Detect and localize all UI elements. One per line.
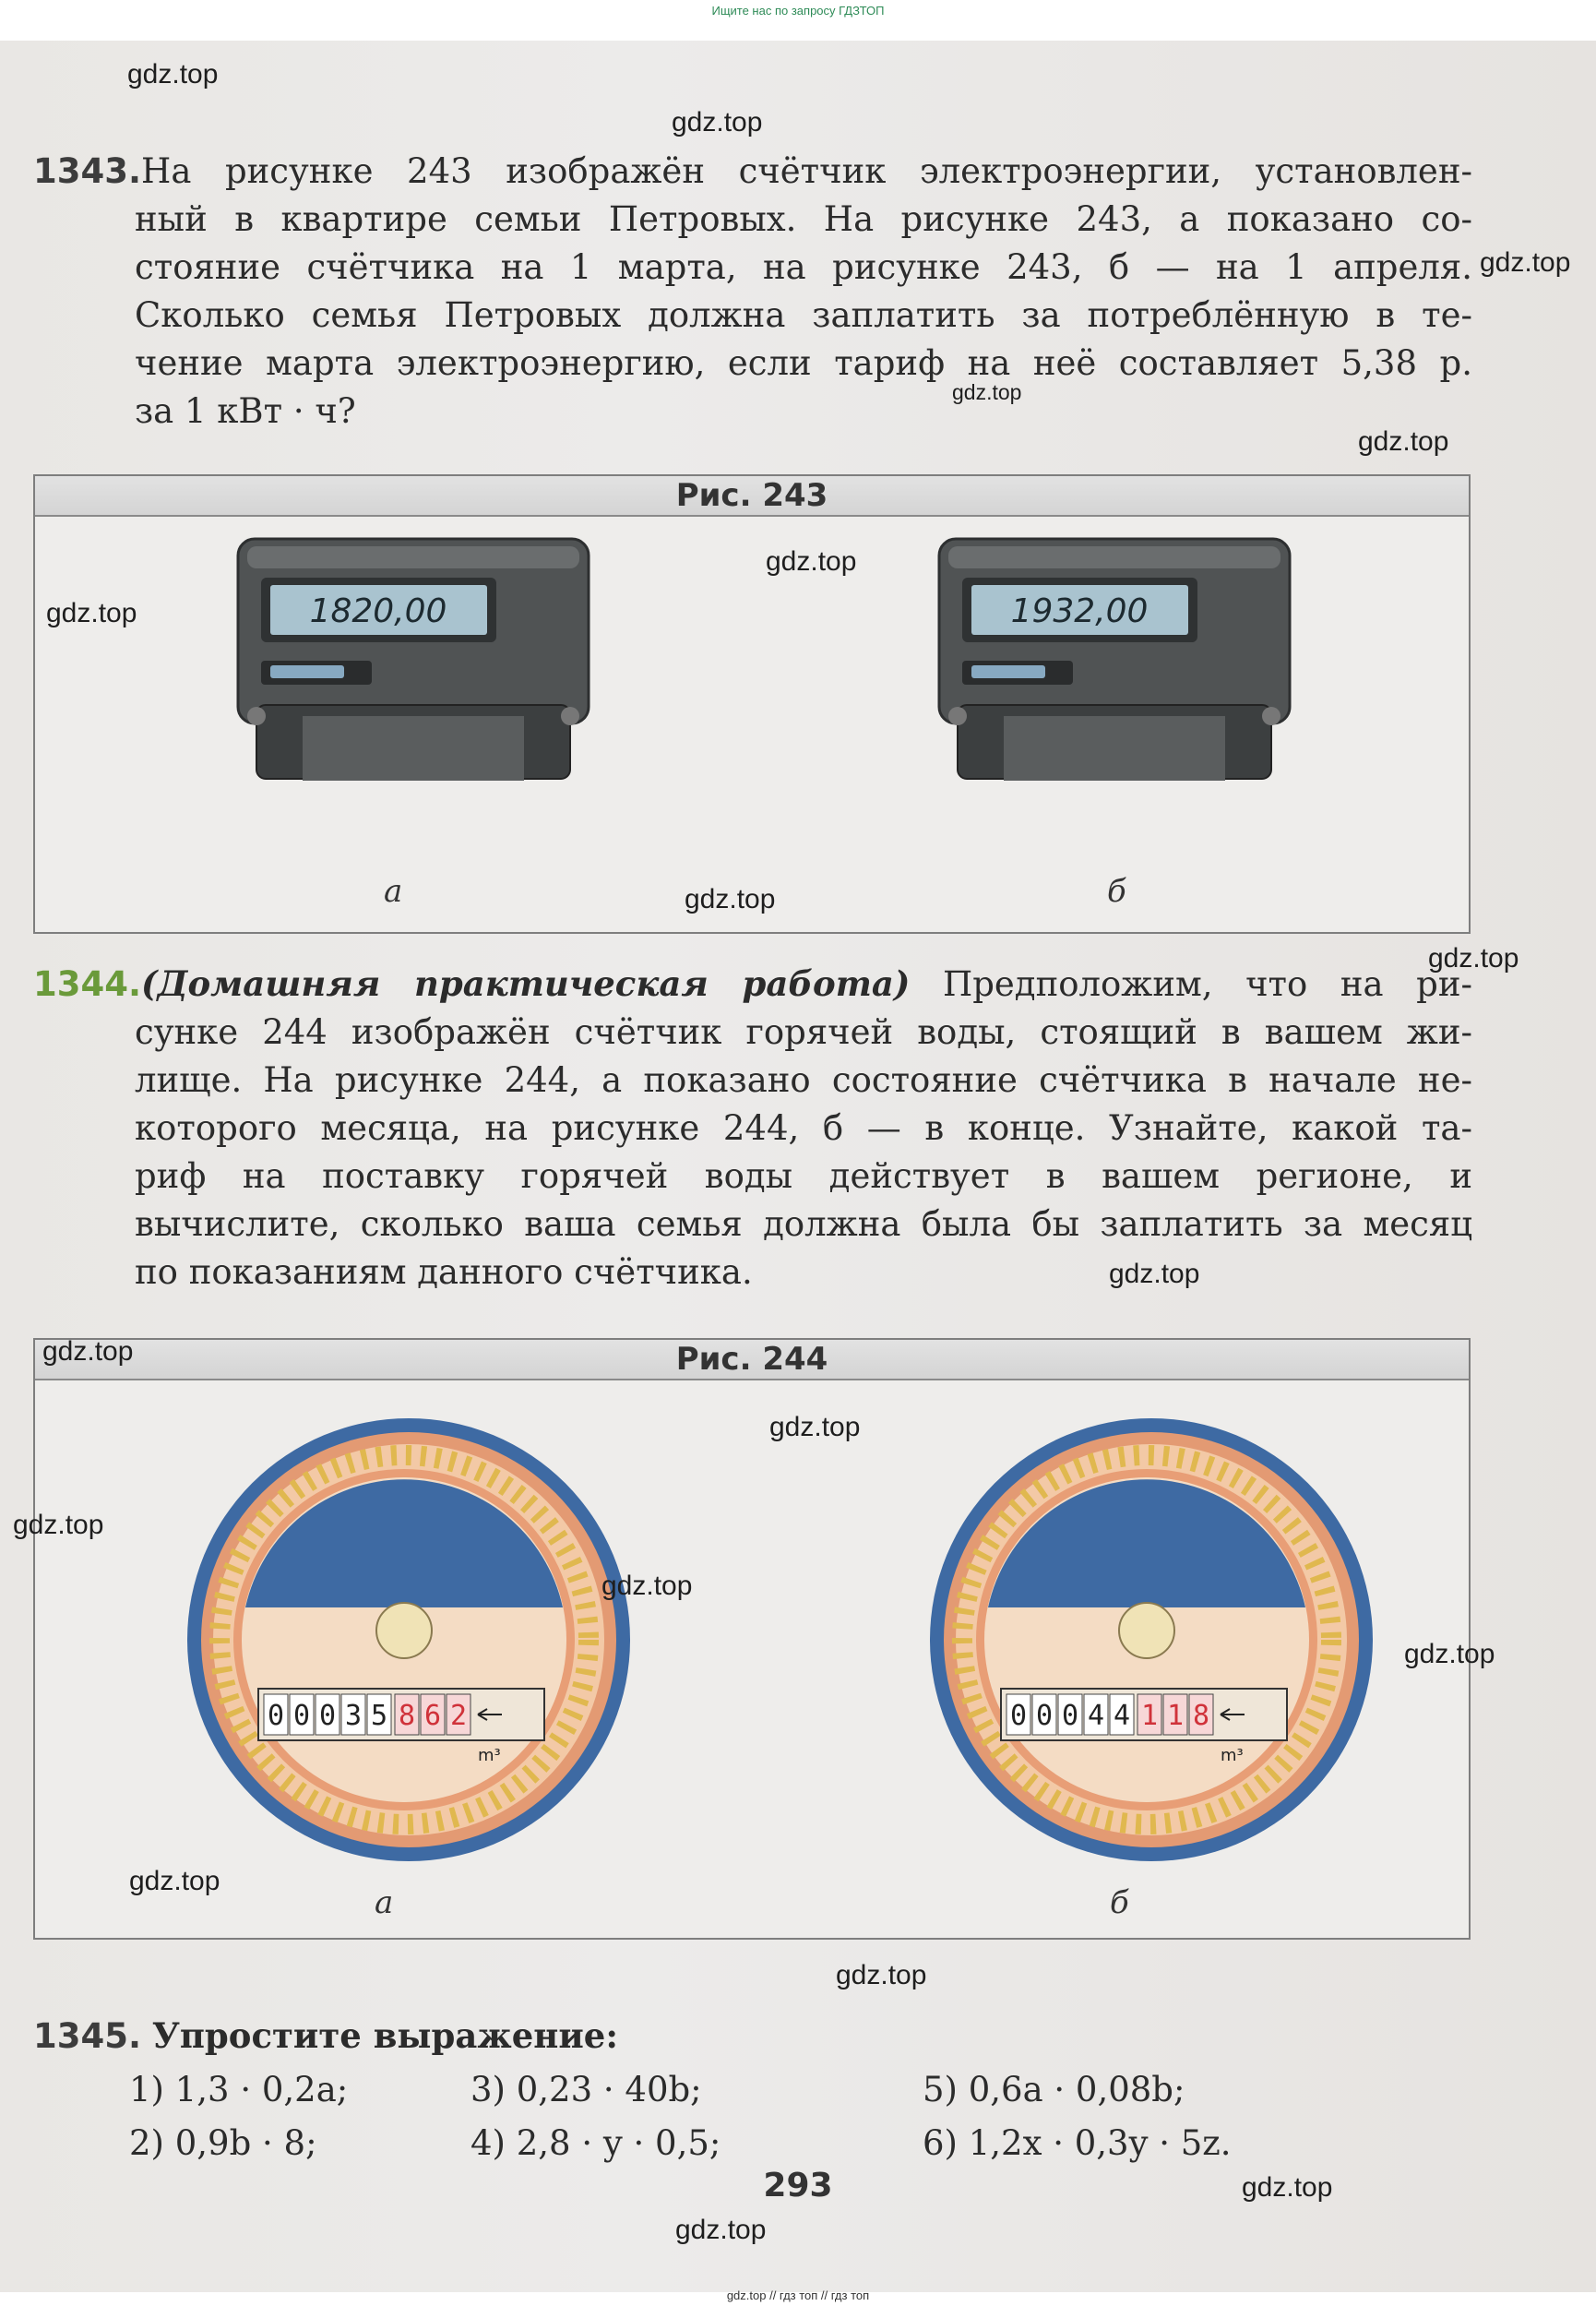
- watermark: gdz.top: [129, 1866, 220, 1896]
- expression-row: [129, 2063, 1328, 2117]
- digit: 0: [1061, 1700, 1079, 1732]
- watermark: gdz.top: [675, 2215, 767, 2245]
- watermark: gdz.top: [601, 1571, 693, 1601]
- digit: 3: [344, 1700, 363, 1732]
- watermark: gdz.top: [127, 59, 219, 90]
- caption-a: а: [375, 1884, 394, 1921]
- digit: 0: [267, 1700, 285, 1732]
- footer-links[interactable]: gdz.top // гдз топ // гдз топ: [726, 2288, 870, 2302]
- caption-b: б: [1107, 873, 1126, 910]
- watermark: gdz.top: [1428, 943, 1519, 974]
- meter-a-reading: 1820,00: [309, 592, 447, 630]
- task-1345-prompt: 1345. Упростите выражение:: [33, 2015, 618, 2056]
- expression-row: [129, 2117, 1328, 2170]
- watermark: gdz.top: [766, 546, 857, 577]
- digit: 0: [1009, 1700, 1028, 1732]
- red-digit: 1: [1166, 1700, 1185, 1732]
- figure-title: Рис. 244: [35, 1340, 1469, 1380]
- red-digit: 8: [1192, 1700, 1210, 1732]
- water-meter-a: [173, 1404, 635, 1866]
- digit: 0: [292, 1700, 311, 1732]
- meter-b-reading: 1932,00: [1010, 592, 1149, 630]
- task-1343-line-5: чение марта электроэнергию, если тариф на неё составляет 5,38 р.: [135, 343, 1472, 383]
- red-digit: 2: [449, 1700, 468, 1732]
- red-digit: 6: [423, 1700, 442, 1732]
- digit: 0: [1035, 1700, 1054, 1732]
- task-1343-line-6: за 1 кВт · ч?: [135, 391, 356, 431]
- expression-item: 5) 0,6a · 0,08b;: [923, 2070, 1185, 2109]
- digit: 4: [1087, 1700, 1105, 1732]
- caption-b: б: [1110, 1884, 1129, 1921]
- caption-a: а: [384, 873, 403, 910]
- watermark: gdz.top: [685, 884, 776, 914]
- task-1344-line-7: по показаниям данного счётчика.: [135, 1252, 753, 1292]
- top-search-hint[interactable]: Ищите нас по запросу ГДЗТОП: [711, 4, 885, 18]
- task-1343-line-3: стояние счётчика на 1 марта, на рисунке 243, б — на 1 апреля.: [135, 247, 1472, 287]
- task-number: 1343.: [33, 151, 142, 191]
- task-1343-line-4: Сколько семья Петровых должна заплатить за потреблённую в те-: [135, 295, 1472, 335]
- page-number: 293: [763, 2167, 833, 2204]
- figure-244: [33, 1338, 1471, 1940]
- expression-item: 4) 2,8 · y · 0,5;: [470, 2123, 721, 2163]
- red-digit: 8: [398, 1700, 416, 1732]
- digit: 0: [318, 1700, 337, 1732]
- expression-item: 3) 0,23 · 40b;: [470, 2070, 702, 2109]
- task-1345: [33, 2012, 1472, 2061]
- expression-item: 2) 0,9b · 8;: [129, 2123, 317, 2163]
- watermark: gdz.top: [952, 380, 1022, 404]
- task-1344-line-6: вычислите, сколько ваша семья должна была бы заплатить за месяц: [135, 1204, 1472, 1244]
- electric-meter-a: [220, 532, 607, 790]
- task-number: 1345.: [33, 2016, 142, 2056]
- task-1344: [33, 960, 1472, 1296]
- expression-item: 6) 1,2x · 0,3y · 5z.: [923, 2123, 1232, 2163]
- task-number: 1344.: [33, 964, 142, 1004]
- watermark: gdz.top: [1242, 2172, 1333, 2203]
- unit-label: m³: [1221, 1746, 1244, 1765]
- task-1343-line-2: ный в квартире семьи Петровых. На рисунке 243, а показано со-: [135, 199, 1472, 239]
- watermark: gdz.top: [672, 107, 763, 137]
- watermark: gdz.top: [42, 1336, 134, 1367]
- red-digit: 1: [1140, 1700, 1159, 1732]
- task-1344-line-5: риф на поставку горячей воды действует в вашем регионе, и: [135, 1156, 1472, 1196]
- watermark: gdz.top: [1109, 1259, 1200, 1289]
- task-1344-line-3: лище. На рисунке 244, а показано состояние счётчика в начале не-: [135, 1060, 1472, 1100]
- water-meter-b: [916, 1404, 1377, 1866]
- task-1343-line-1: 1343.На рисунке 243 изображён счётчик электроэнергии, установлен-: [33, 151, 1472, 191]
- task-1345-expressions: [129, 2063, 1328, 2170]
- watermark: gdz.top: [836, 1960, 927, 1990]
- watermark: gdz.top: [769, 1412, 861, 1442]
- figure-title: Рис. 243: [35, 476, 1469, 517]
- task-1344-line-2: сунке 244 изображён счётчик горячей воды, стоящий в вашем жи-: [135, 1012, 1472, 1052]
- task-1344-line-4: которого месяца, на рисунке 244, б — в конце. Узнайте, какой та-: [135, 1108, 1472, 1148]
- unit-label: m³: [478, 1746, 501, 1765]
- task-1344-line-1: 1344.(Домашняя практическая работа) Предположим, что на ри-: [33, 963, 1472, 1004]
- watermark: gdz.top: [46, 598, 137, 628]
- figure-243: [33, 474, 1471, 934]
- digit: 4: [1113, 1700, 1131, 1732]
- watermark: gdz.top: [13, 1510, 104, 1540]
- watermark: gdz.top: [1480, 247, 1571, 278]
- expression-item: 1) 1,3 · 0,2a;: [129, 2070, 349, 2109]
- electric-meter-b: [921, 532, 1308, 790]
- watermark: gdz.top: [1358, 426, 1449, 457]
- watermark: gdz.top: [1404, 1639, 1495, 1669]
- task-1343: [33, 148, 1472, 436]
- digit: 5: [370, 1700, 388, 1732]
